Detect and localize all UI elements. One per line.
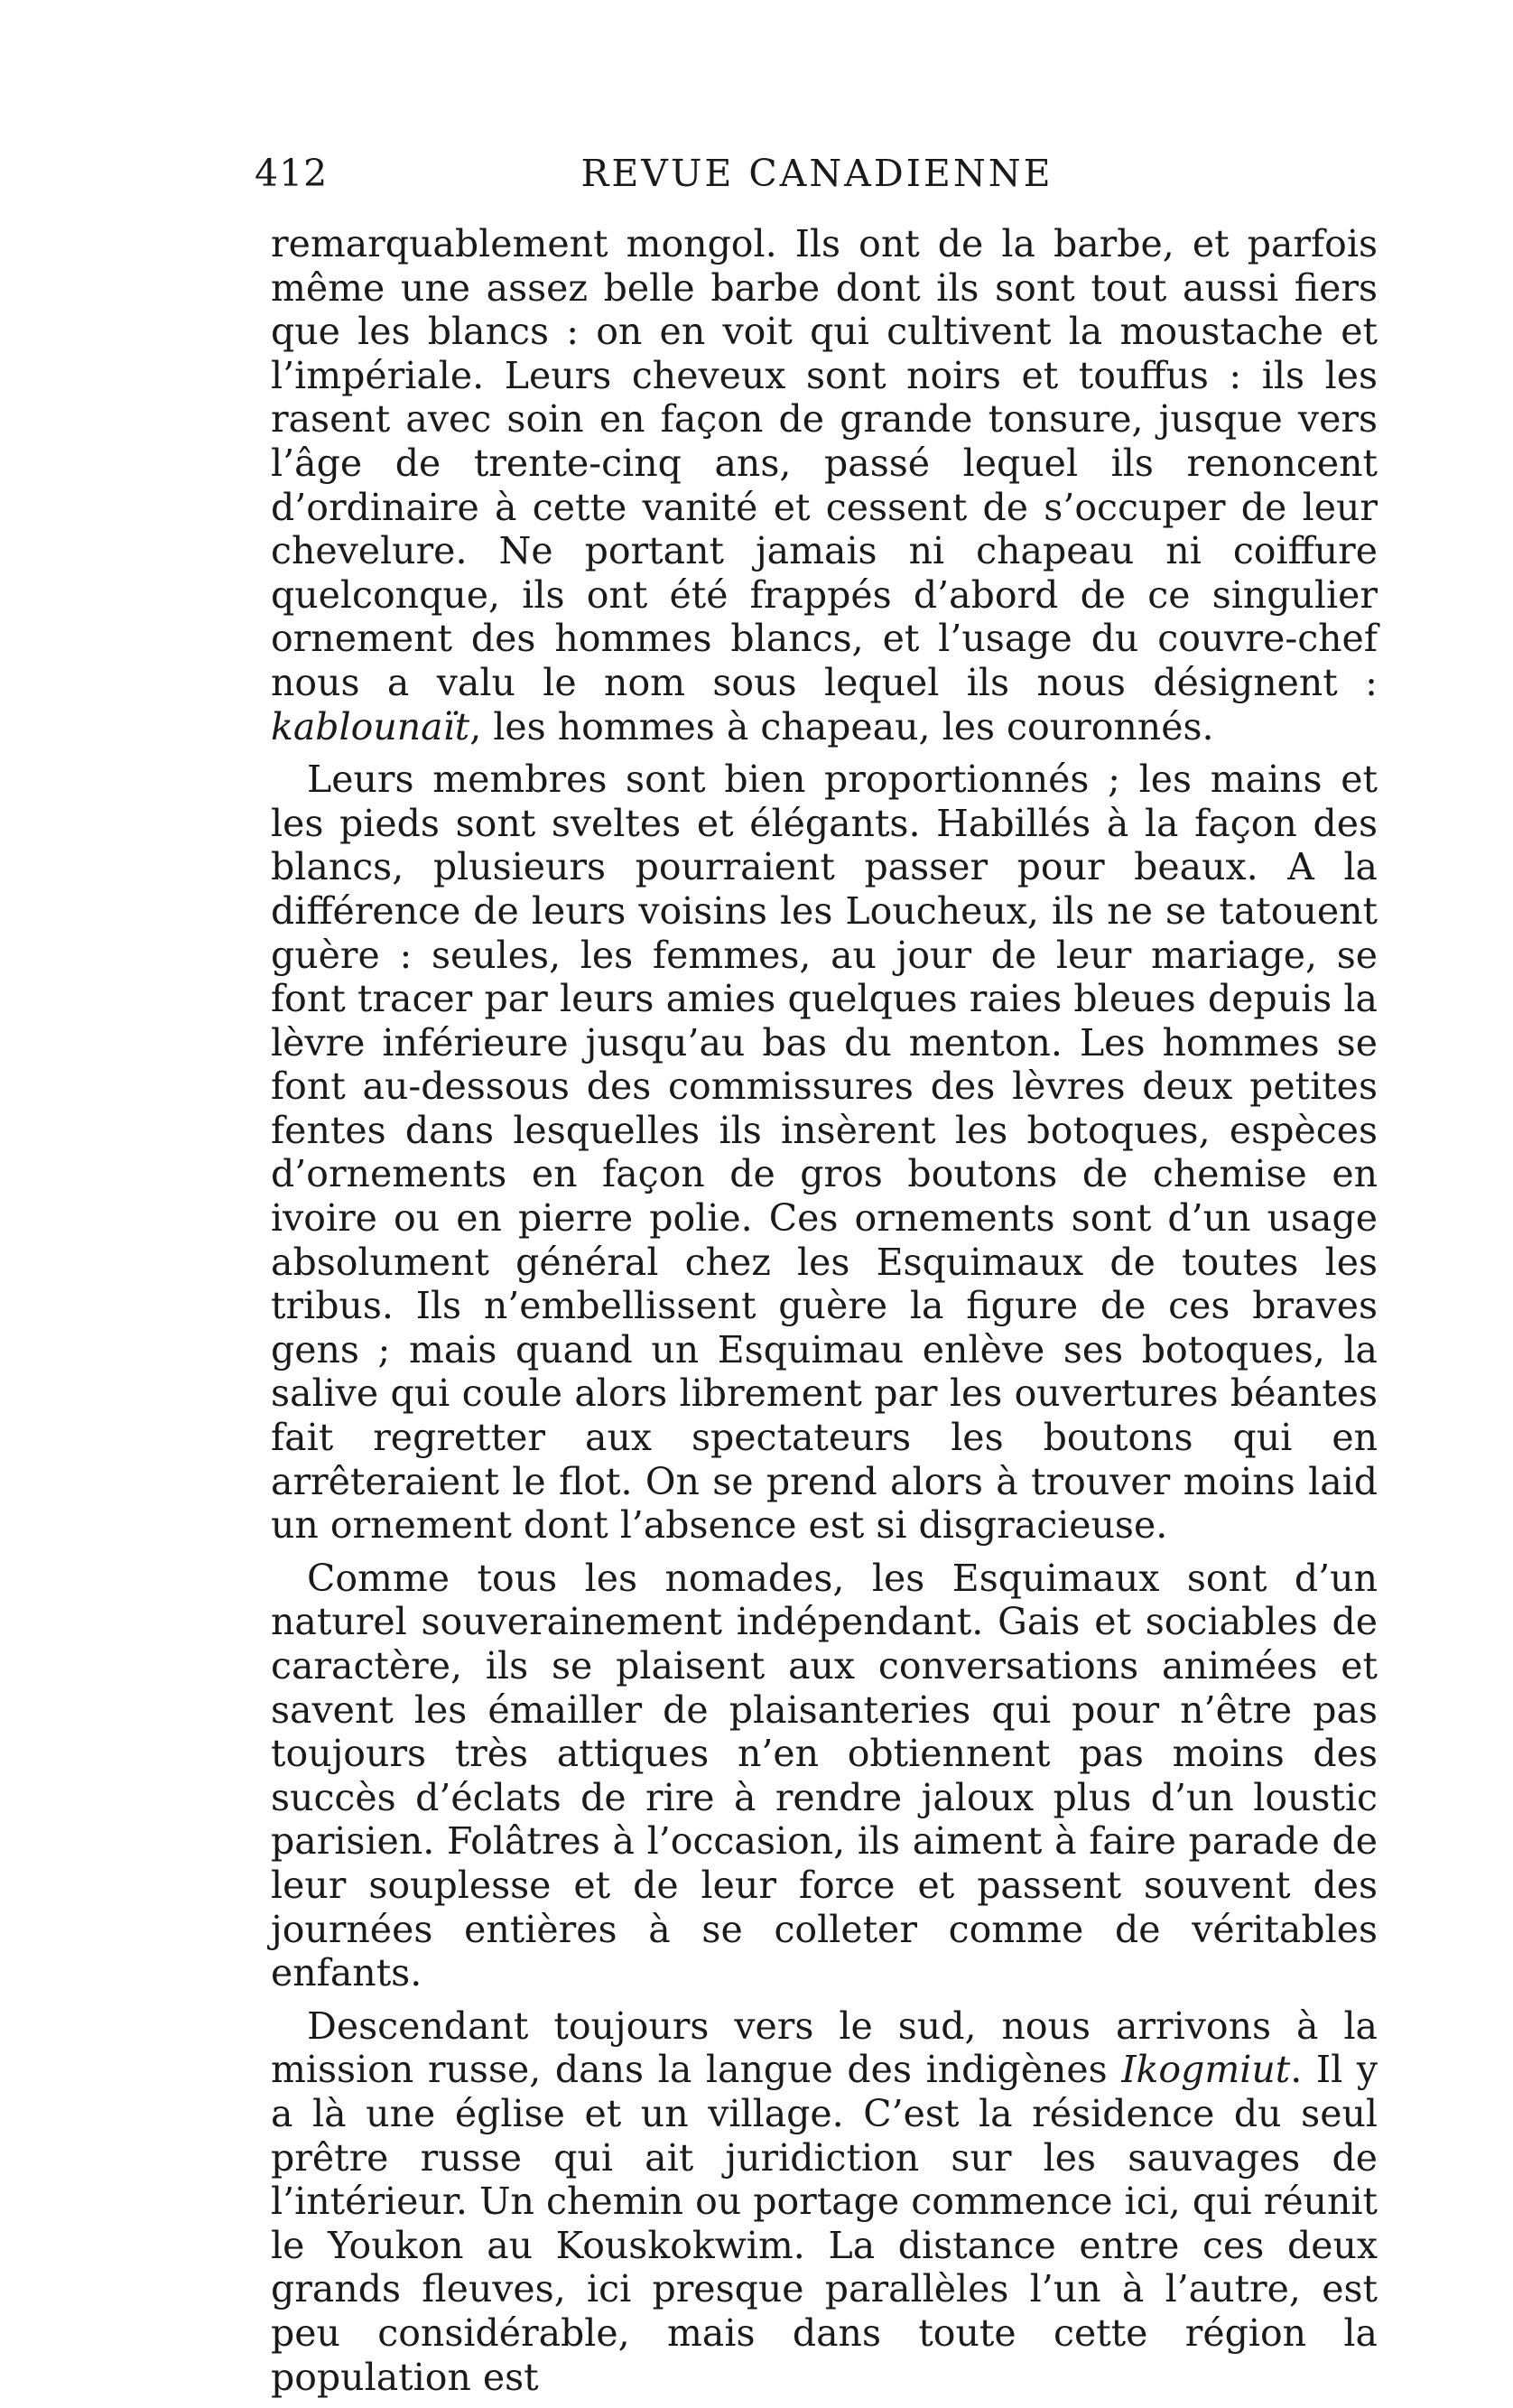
paragraph-text: . Il y a là une église et un village. C’est la résidence du seul prêtre russe qui ait juridiction sur les sauvages de l’intérieur. Un chemin ou portage commence ici, qui réunit le Youkon au Kouskokwim. La distance entre ces deux grands fleuves, ici presque parallèles l’un à l’autre, est peu considérable, mais dans toute cette région la population est	[271, 2048, 1378, 2399]
page-number: 412	[255, 152, 329, 195]
paragraph-text: Leurs membres sont bien proportionnés ; les mains et les pieds sont sveltes et élégants. Habillés à la façon des blancs, plusieurs pourraient passer pour beaux. A la différence de leurs voisins les Loucheux, ils ne se tatouent guère : seules, les femmes, au jour de leur mariage, se font tracer par leurs amies quelques raies bleues depuis la lèvre inférieure jusqu’au bas du menton. Les hommes se font au-dessous des commissures des lèvres deux petites fentes dans lesquelles ils insèrent les botoques, espèces d’ornements en façon de gros boutons de chemise en ivoire ou en pierre polie. Ces ornements sont d’un usage absolument général chez les Esquimaux de toutes les tribus. Ils n’embellissent guère la figure de ces braves gens ; mais quand un Esquimau enlève ses botoques, la salive qui coule alors librement par les ouvertures béantes fait regretter aux spectateurs les boutons qui en arrêteraient le flot. On se prend alors à trouver moins laid un ornement dont l’absence est si disgracieuse.	[271, 758, 1378, 1548]
paragraph-1	[271, 222, 1378, 748]
italic-term: kablounaït	[271, 704, 470, 748]
body-text	[271, 222, 1378, 2408]
paragraph-3	[271, 1557, 1378, 1995]
paragraph-4	[271, 2004, 1378, 2399]
paragraph-text: Comme tous les nomades, les Esquimaux sont d’un naturel souverainement indépendant. Gais et sociables de caractère, ils se plaisent aux conversations animées et savent les émailler de plaisanteries qui pour n’être pas toujours très attiques n’en obtiennent pas moins des succès d’éclats de rire à rendre jaloux plus d’un loustic parisien. Folâtres à l’occasion, ils aiment à faire parade de leur souplesse et de leur force et passent souvent des journées entières à se colleter comme de véritables enfants.	[271, 1556, 1378, 1995]
page-header	[255, 152, 1379, 206]
paragraph-text: Descendant toujours vers le sud, nous arrivons à la mission russe, dans la langue des indigènes	[271, 2004, 1378, 2092]
paragraph-2	[271, 758, 1378, 1548]
paragraph-text: remarquablement mongol. Ils ont de la barbe, et parfois même une assez belle barbe dont ils sont tout aussi fiers que les blancs : on en voit qui cultivent la moustache et l’impériale. Leurs cheveux sont noirs et touffus : ils les rasent avec soin en façon de grande tonsure, jusque vers l’âge de trente-cinq ans, passé lequel ils renoncent d’ordinaire à cette vanité et cessent de s’occuper de leur chevelure. Ne portant jamais ni chapeau ni coiffure quelconque, ils ont été frappés d’abord de ce singulier ornement des hommes blancs, et l’usage du couvre-chef nous a valu le nom sous lequel ils nous désignent :	[271, 222, 1378, 704]
paragraph-text: , les hommes à chapeau, les couronnés.	[469, 704, 1214, 748]
italic-term: Ikogmiut	[1121, 2048, 1291, 2092]
running-title: REVUE CANADIENNE	[580, 152, 1054, 195]
